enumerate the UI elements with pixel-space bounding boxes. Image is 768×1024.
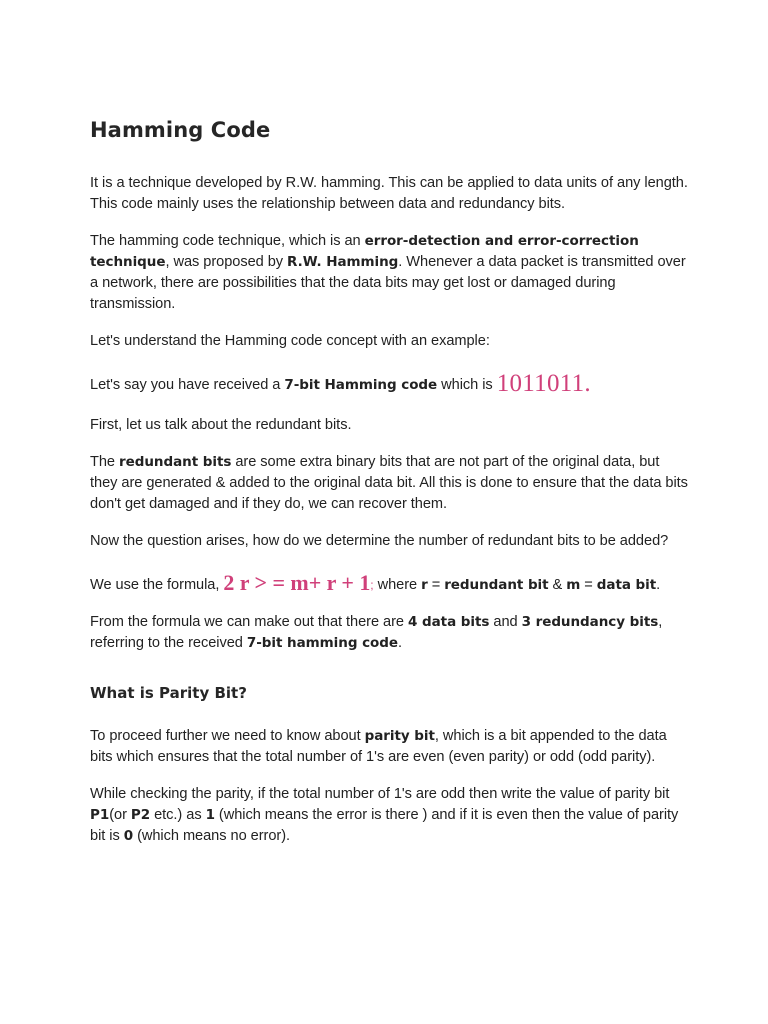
question-paragraph: Now the question arises, how do we determine the number of redundant bits to be added? [90,533,669,549]
page-title: Hamming Code [90,118,271,142]
bit-count-paragraph: From the formula we can make out that there are 4 data bits and 3 redundancy bits, referring to the received 7-bit hamming code. [90,614,663,651]
redundant-bits-paragraph: The redundant bits are some extra binary bits that are not part of the original data, but they are generated & added to the original data bit. All this is done to ensure that the data bits don't get damaged and if they do, we can recover them. [90,454,688,512]
intro-paragraph: It is a technique developed by R.W. hamming. This can be applied to data units of any length. This code mainly uses the relationship between data and redundancy bits. [90,175,688,212]
redundant-intro-paragraph: First, let us talk about the redundant bits. [90,417,352,433]
example-intro-paragraph: Let's understand the Hamming code concept with an example: [90,333,490,349]
parity-bit-paragraph: To proceed further we need to know about parity bit, which is a bit appended to the data bits which ensures that the total number of 1's are even (even parity) or odd (odd parity). [90,728,667,765]
hamming-code-value: 1011011. [496,370,591,397]
document-page [90,118,690,863]
formula-expression: 2 r > = m+ r + 1 [223,570,371,595]
parity-check-paragraph: While checking the parity, if the total number of 1's are odd then write the value of parity bit P1(or P2 etc.) as 1 (which means the error is there ) and if it is even then the value of parity bit is 0 (which means no error). [90,786,679,844]
formula-paragraph: We use the formula, 2 r > = m+ r + 1; where r = redundant bit & m = data bit. [90,570,661,595]
technique-paragraph: The hamming code technique, which is an error-detection and error-correction technique, was proposed by R.W. Hamming. Whenever a data packet is transmitted over a network, there are possibilities that the data bits may get lost or damaged during transmission. [90,233,686,312]
section-heading-parity: What is Parity Bit? [90,684,247,702]
received-code-paragraph: Let's say you have received a 7-bit Hamming code which is 1011011. [90,370,591,397]
